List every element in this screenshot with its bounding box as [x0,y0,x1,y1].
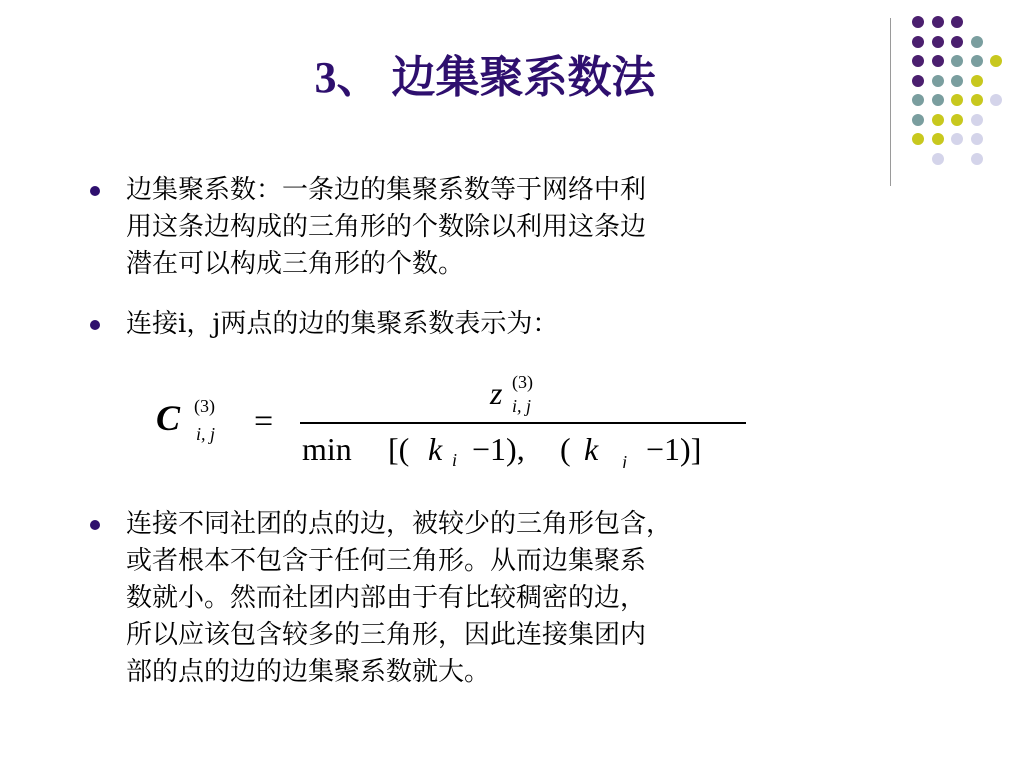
formula-minus-2: −1)] [646,431,702,467]
formula-open-1: [( [388,431,410,467]
decorative-dot [951,16,963,28]
decorative-dot [971,94,983,106]
text-line: 潜在可以构成三角形的个数。 [126,249,465,279]
text-line: 连接不同社团的点的边，被较少的三角形包含， [126,509,673,539]
formula-lhs-symbol: C [156,398,181,438]
formula-k-j-sub: j [622,452,628,468]
formula-min: min [302,431,352,467]
text-line: 用这条边构成的三角形的个数除以利用这条边 [126,212,647,242]
decorative-dot [971,114,983,126]
bullet-icon [90,186,100,196]
decorative-dot-grid [0,0,1024,200]
decorative-dot [932,16,944,28]
clustering-coefficient-formula [150,368,770,468]
decorative-dot [971,75,983,87]
formula-minus-1: −1), [472,431,525,467]
decorative-dot [912,114,924,126]
formula-open-2: ( [560,431,571,467]
decorative-dot [912,94,924,106]
bullet-paragraph-2 [126,306,826,343]
formula-k-j: k [584,431,599,467]
decorative-dot [932,36,944,48]
decorative-dot [912,75,924,87]
decorative-dot [912,36,924,48]
formula-lhs-subscript: i, j [196,424,216,444]
decorative-dot [912,16,924,28]
decorative-dot [912,133,924,145]
bullet-icon [90,520,100,530]
formula-numerator-symbol: z [490,375,503,411]
bullet-paragraph-3 [126,506,826,691]
decorative-dot [971,55,983,67]
bullet-paragraph-1 [126,172,826,283]
decorative-dot [951,114,963,126]
formula-k-i: k [428,431,443,467]
text-line: 部的点的边的边集聚系数就大。 [126,657,491,687]
formula-numerator-subscript: i, j [512,396,532,416]
decorative-dot [932,94,944,106]
decorative-dot [951,94,963,106]
decorative-dot [971,36,983,48]
decorative-dot [951,75,963,87]
bullet-icon [90,320,100,330]
decorative-dot [912,55,924,67]
formula-equals: = [254,403,274,440]
text-line: 所以应该包含较多的三角形，因此连接集团内 [126,620,647,650]
text-line: 数就小。然而社团内部由于有比较稠密的边， [126,583,647,613]
formula-svg [150,368,770,468]
decorative-dot [951,55,963,67]
slide-title: 3、 边集聚系数法 [314,53,656,102]
text-line: 连接i，j两点的边的集聚系数表示为： [126,309,559,339]
text-line: 或者根本不包含于任何三角形。从而边集聚系 [126,546,647,576]
formula-k-i-sub: i [452,450,458,468]
formula-lhs-superscript: (3) [194,396,215,416]
decorative-dot [951,36,963,48]
decorative-dot [971,153,983,165]
decorative-dot [932,114,944,126]
decorative-dot [971,133,983,145]
decorative-dot [932,153,944,165]
decorative-dot [990,55,1002,67]
formula-numerator-superscript: (3) [512,372,533,392]
decorative-dot [932,133,944,145]
decorative-dot [932,55,944,67]
decorative-dot [990,94,1002,106]
decorative-dot [951,133,963,145]
decorative-dot [932,75,944,87]
text-line: 边集聚系数：一条边的集聚系数等于网络中利 [126,175,647,205]
